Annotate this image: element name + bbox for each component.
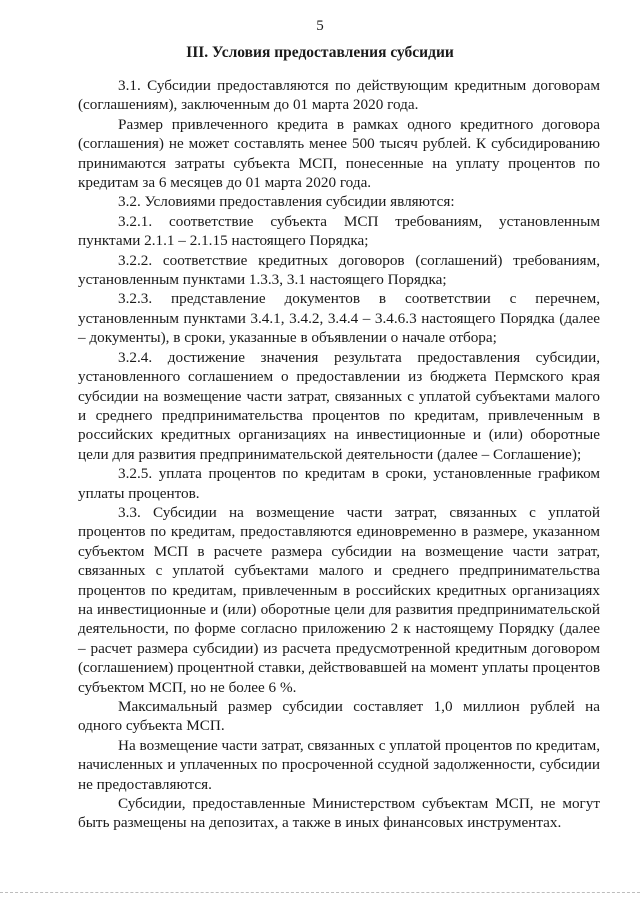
paragraph: 3.2.3. представление документов в соответствии с перечнем, установленным пунктами 3.4.1, 3.4.2, 3.4.4 – 3.4.6.3 настоящего Порядка (далее – документы), в сроки, указанные в объявлении о начале отбора; [78, 290, 600, 347]
paragraph: 3.2.4. достижение значения результата предоставления субсидии, установленного соглашением о предоставлении из бюджета Пермского края субсидии на возмещение части затрат, связанных с уплатой субъектами малого и среднего предпринимательства процентов по кредитам, привлеченным в российских кредитных организациях на инвестиционные и (или) оборотные цели для развития предпринимательской деятельности (далее – Соглашение); [78, 348, 600, 463]
paragraph: 3.2.2. соответствие кредитных договоров (соглашений) требованиям, установленным пунктами 1.3.3, 3.1 настоящего Порядка; [78, 251, 600, 289]
paragraph: 3.1. Субсидии предоставляются по действующим кредитным договорам (соглашениям), заключенным до 01 марта 2020 года. [78, 77, 600, 114]
page-number: 5 [316, 18, 324, 34]
document-body [78, 76, 600, 833]
paragraph: Субсидии, предоставленные Министерством субъектам МСП, не могут быть размещены на депозитах, а также в иных финансовых инструментах. [78, 795, 600, 832]
paragraph: 3.2. Условиями предоставления субсидии являются: [118, 193, 455, 211]
paragraph: На возмещение части затрат, связанных с уплатой процентов по кредитам, начисленных и уплаченных по просроченной ссудной задолженности, субсидии не предоставляются. [78, 736, 601, 793]
paragraph: 3.2.1. соответствие субъекта МСП требованиям, установленным пунктами 2.1.1 – 2.1.15 настоящего Порядка; [78, 212, 600, 250]
paragraph: Максимальный размер субсидии составляет 1,0 миллион рублей на одного субъекта МСП. [78, 698, 600, 735]
section-title: III. Условия предоставления субсидии [186, 44, 454, 61]
paragraph: 3.3. Субсидии на возмещение части затрат, связанных с уплатой процентов по кредитам, предоставляются единовременно в размере, указанном субъектом МСП в расчете размера субсидии на возмещение части затрат, связанных с уплатой субъектами малого и среднего предпринимательства процентов по кредитам, привлеченным в российских кредитных организациях на инвестиционные и (или) оборотные цели для развития предпринимательской деятельности, по форме согласно приложению 2 к настоящему Порядку (далее – расчет размера субсидии) из расчета предусмотренной кредитным договором (соглашением) процентной ставки, действовавшей на момент уплаты процентов субъектом МСП, но не более 6 %. [78, 503, 600, 696]
scan-edge-divider [0, 892, 640, 893]
paragraph: 3.2.5. уплата процентов по кредитам в сроки, установленные графиком уплаты процентов. [78, 465, 600, 502]
paragraph: Размер привлеченного кредита в рамках одного кредитного договора (соглашения) не может составлять менее 500 тысяч рублей. К субсидированию принимаются затраты субъекта МСП, понесенные на уплату процентов по кредитам за 6 месяцев до 01 марта 2020 года. [78, 115, 600, 192]
